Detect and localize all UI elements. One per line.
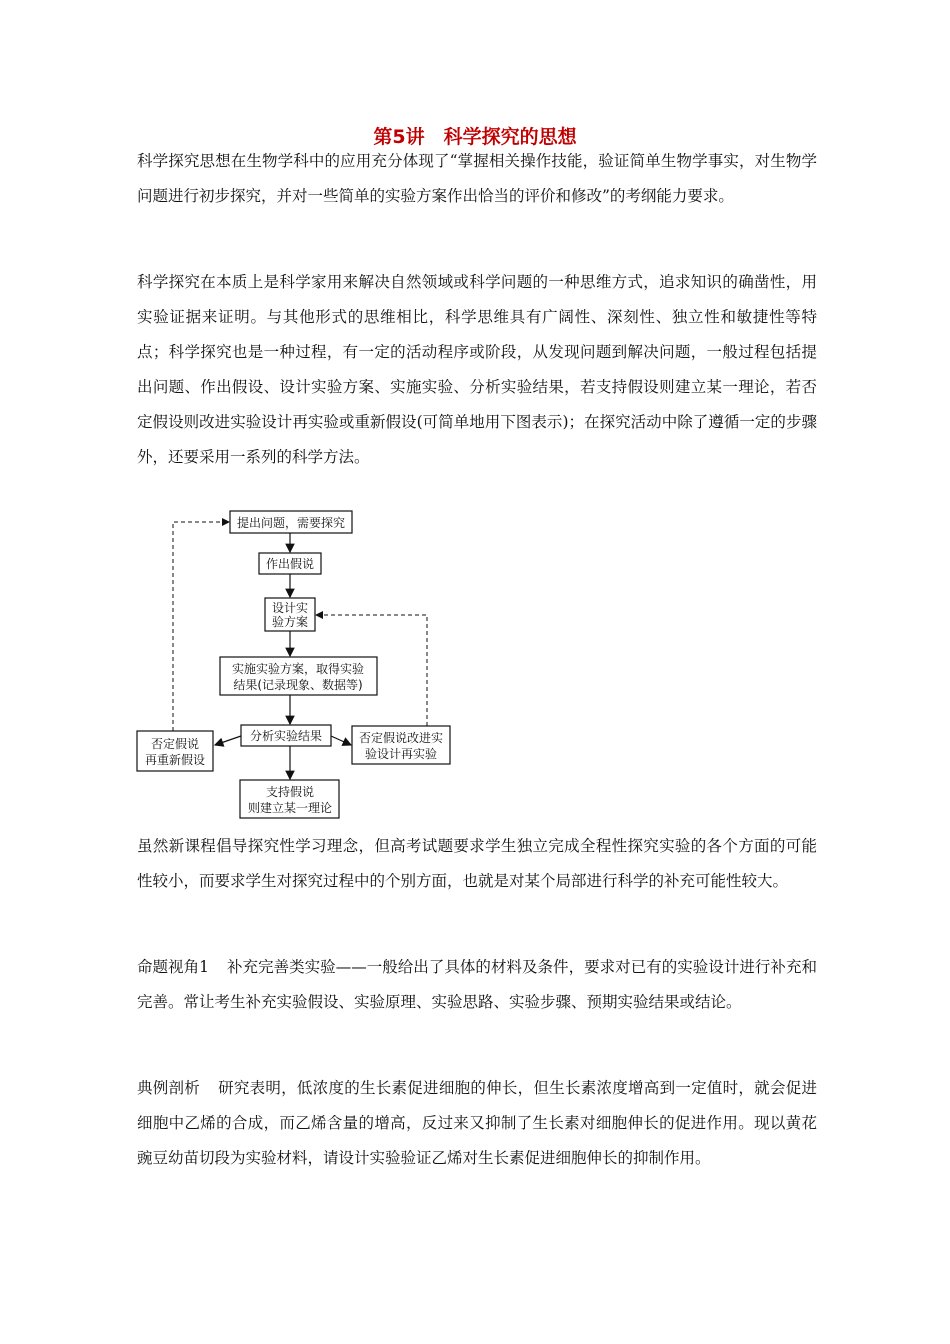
example-text: 研究表明，低浓度的生长素促进细胞的伸长，但生长素浓度增高到一定值时，就会促进细胞中乙烯的合成，而乙烯含量的增高，反过来又抑制了生长素对细胞伸长的促进作用。现以黄花豌豆幼苗切段为实验材料，请设计实验验证乙烯对生长素促进细胞伸长的抑制作用。 (137, 1079, 817, 1167)
label-support-line2: 则建立某一理论 (247, 801, 333, 815)
perspective-paragraph (137, 950, 817, 1020)
inquiry-flowchart (135, 505, 455, 820)
example-lead: 典例剖析 (137, 1079, 201, 1097)
arrow-analyze-to-rehypothesize (215, 736, 241, 745)
intro-paragraph: 科学探究思想在生物学科中的应用充分体现了“掌握相关操作技能，验证简单生物学事实，对生物学问题进行初步探究，并对一些简单的实验方案作出恰当的评价和修改”的考纲能力要求。 (137, 152, 817, 205)
page-title: 第5讲 科学探究的思想 (373, 126, 577, 148)
label-implement-line1: 实施实验方案，取得实验 (231, 662, 365, 676)
arrow-analyze-to-redesign (331, 736, 351, 745)
exam-paragraph: 虽然新课程倡导探究性学习理念，但高考试题要求学生独立完成全程性探究实验的各个方面的可能性较小，而要求学生对探究过程中的个别方面，也就是对某个局部进行科学的补充可能性较大。 (137, 837, 817, 890)
example-paragraph (137, 1071, 817, 1176)
dashed-arrow-to-question (173, 522, 229, 731)
label-rehypothesize-line2: 再重新假设 (144, 753, 206, 767)
label-design-line2: 验方案 (271, 615, 309, 629)
label-implement-line2: 结果(记录现象、数据等) (233, 678, 363, 692)
label-support-line1: 支持假说 (265, 785, 315, 799)
label-rehypothesize-line1: 否定假说 (150, 737, 200, 751)
label-design-line1: 设计实 (271, 601, 309, 615)
label-analyze: 分析实验结果 (249, 729, 323, 743)
perspective-text: 补充完善类实验——一般给出了具体的材料及条件，要求对已有的实验设计进行补充和完善。常让考生补充实验假设、实验原理、实验思路、实验步骤、预期实验结果或结论。 (137, 958, 817, 1011)
perspective-lead: 命题视角1 (137, 958, 209, 976)
label-redesign-line1: 否定假说改进实 (358, 731, 444, 745)
inquiry-paragraph: 科学探究在本质上是科学家用来解决自然领域或科学问题的一种思维方式，追求知识的确凿性，用实验证据来证明。与其他形式的思维相比，科学思维具有广阔性、深刻性、独立性和敏捷性等特点；科学探究也是一种过程，有一定的活动程序或阶段，从发现问题到解决问题，一般过程包括提出问题、作出假设、设计实验方案、实施实验、分析实验结果，若支持假设则建立某一理论，若否定假设则改进实验设计再实验或重新假设(可简单地用下图表示)；在探究活动中除了遵循一定的步骤外，还要采用一系列的科学方法。 (137, 273, 817, 466)
label-hypothesis: 作出假说 (265, 557, 315, 571)
label-redesign-line2: 验设计再实验 (364, 747, 438, 761)
label-raise-question: 提出问题，需要探究 (236, 516, 346, 530)
